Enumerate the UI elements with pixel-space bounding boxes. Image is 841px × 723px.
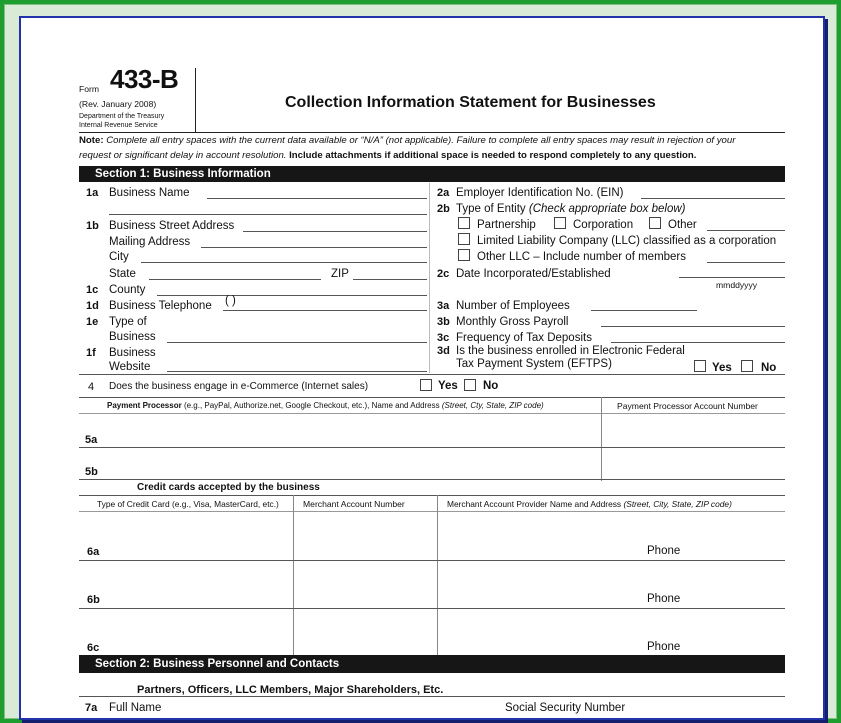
item-number-7a: 7a: [85, 702, 98, 714]
item-number-4: 4: [88, 381, 95, 393]
date-format-hint: mmddyyyy: [716, 280, 758, 290]
item-number-1c: 1c: [86, 284, 99, 296]
eftps-label-1: Is the business enrolled in Electronic Federal: [456, 345, 685, 357]
item-number-1a: 1a: [86, 187, 99, 199]
llc-members-field[interactable]: [707, 262, 785, 263]
revision-date: (Rev. January 2008): [79, 99, 157, 109]
street-address-label: Business Street Address: [109, 220, 235, 232]
processor-header-label: Payment Processor: [107, 401, 182, 410]
phone-label-6c: Phone: [647, 641, 681, 653]
business-label: Business: [109, 347, 156, 359]
cards-row-6a[interactable]: [79, 560, 785, 561]
telephone-parens: ( ): [225, 295, 236, 307]
header-rule: [79, 132, 785, 133]
processor-header-address: (Street, Cty, State, ZIP code): [441, 401, 544, 410]
entity-type-hint: (Check appropriate box below): [528, 203, 686, 215]
note-label: Note:: [79, 135, 104, 146]
business-type-field[interactable]: [167, 342, 427, 343]
employees-label: Number of Employees: [456, 300, 570, 312]
partnership-checkbox[interactable]: [458, 217, 470, 229]
note-text-2b: Include attachments if additional space is needed to respond completely to any question.: [289, 150, 697, 161]
page-title: Collection Information Statement for Businesses: [285, 94, 656, 111]
ecommerce-yes-checkbox[interactable]: [420, 379, 432, 391]
item-number-3c: 3c: [437, 332, 450, 344]
eftps-no-label: No: [761, 362, 777, 374]
county-field[interactable]: [157, 295, 427, 296]
credit-cards-title: Credit cards accepted by the business: [137, 482, 320, 493]
mailing-address-field[interactable]: [201, 247, 427, 248]
corporation-label: Corporation: [573, 219, 634, 231]
personnel-subtitle: Partners, Officers, LLC Members, Major Shareholders, Etc.: [137, 684, 444, 696]
merchant-provider-header-address: (Street, City, State, ZIP code): [623, 499, 732, 509]
street-address-field[interactable]: [243, 231, 427, 232]
irs-label: Internal Revenue Service: [79, 122, 158, 129]
deposits-field[interactable]: [611, 342, 785, 343]
cards-column-divider-1: [293, 495, 294, 655]
payroll-label: Monthly Gross Payroll: [456, 316, 569, 328]
mailing-address-label: Mailing Address: [109, 236, 191, 248]
section-2-header: Section 2: Business Personnel and Contacts: [79, 655, 785, 673]
telephone-label: Business Telephone: [109, 300, 212, 312]
form-number: 433-B: [110, 64, 179, 94]
ecommerce-no-checkbox[interactable]: [464, 379, 476, 391]
section-1-header: Section 1: Business Information: [79, 166, 785, 182]
date-incorporated-field[interactable]: [679, 277, 785, 278]
other-llc-label: Other LLC – Include number of members: [477, 251, 687, 263]
item-number-2b: 2b: [437, 203, 450, 215]
partnership-label: Partnership: [477, 219, 536, 231]
item-number-3d: 3d: [437, 345, 450, 357]
processor-row-5a[interactable]: [79, 447, 785, 448]
other-checkbox[interactable]: [649, 217, 661, 229]
cards-column-divider-2: [437, 495, 438, 655]
city-label: City: [109, 251, 129, 263]
phone-label-6b: Phone: [647, 593, 681, 605]
processor-header: [107, 401, 544, 410]
city-field[interactable]: [141, 262, 427, 263]
llc-corporation-label: Limited Liability Company (LLC) classified as a corporation: [477, 235, 777, 247]
merchant-provider-header: [447, 499, 732, 509]
header-divider: [195, 68, 196, 132]
other-label: Other: [668, 219, 697, 231]
row-label-6c: 6c: [87, 642, 100, 654]
form-page: [19, 16, 825, 720]
form-label: Form: [79, 84, 100, 94]
business-name-label: Business Name: [109, 187, 190, 199]
other-field[interactable]: [707, 230, 785, 231]
note-line-2: [79, 150, 696, 161]
row-label-5b: 5b: [85, 466, 98, 478]
card-type-header: Type of Credit Card (e.g., Visa, MasterCard, etc.): [97, 499, 279, 509]
note-line-1: [79, 135, 735, 146]
zip-field[interactable]: [353, 279, 427, 280]
merchant-account-header: Merchant Account Number: [303, 499, 405, 509]
ecommerce-yes-label: Yes: [438, 380, 458, 392]
processor-row-5b[interactable]: [79, 479, 785, 480]
entity-type-text: Type of Entity: [456, 203, 526, 215]
ein-field[interactable]: [641, 198, 785, 199]
ssn-label: Social Security Number: [505, 702, 626, 714]
ecommerce-question: Does the business engage in e-Commerce (Internet sales): [109, 381, 369, 392]
eftps-yes-checkbox[interactable]: [694, 360, 706, 372]
section-rule-1: [79, 374, 785, 375]
processor-header-example: (e.g., PayPal, Authorize.net, Google Checkout, etc.), Name and Address: [183, 401, 440, 410]
website-label: Website: [109, 361, 151, 373]
employees-field[interactable]: [591, 310, 697, 311]
business-name-field-2[interactable]: [109, 214, 427, 215]
payroll-field[interactable]: [601, 326, 785, 327]
other-llc-checkbox[interactable]: [458, 249, 470, 261]
entity-type-label: [456, 203, 686, 215]
item-number-3a: 3a: [437, 300, 450, 312]
item-number-1f: 1f: [86, 347, 96, 359]
date-incorporated-label: Date Incorporated/Established: [456, 268, 611, 280]
note-text-1: Complete all entry spaces with the current data available or “N/A” (not applicable). Failure to complete all entry spaces may result in rejection of your: [106, 135, 736, 146]
row-label-6a: 6a: [87, 546, 100, 558]
processor-header-rule: [79, 413, 785, 414]
processor-column-divider: [601, 397, 602, 481]
eftps-label-2: Tax Payment System (EFTPS): [456, 358, 612, 370]
phone-label-6a: Phone: [647, 545, 681, 557]
county-label: County: [109, 284, 146, 296]
note-text-2a: request or significant delay in account resolution.: [79, 150, 287, 161]
merchant-provider-header-text: Merchant Account Provider Name and Address: [447, 499, 622, 509]
cards-header-rule: [79, 511, 785, 512]
row-label-6b: 6b: [87, 594, 100, 606]
row-label-5a: 5a: [85, 434, 98, 446]
item-number-2a: 2a: [437, 187, 450, 199]
ein-label: Employer Identification No. (EIN): [456, 187, 624, 199]
business-type-label: Business: [109, 331, 156, 343]
state-label: State: [109, 268, 136, 280]
state-field[interactable]: [149, 279, 321, 280]
eftps-no-checkbox[interactable]: [741, 360, 753, 372]
document-frame: [4, 4, 837, 719]
cards-top-rule: [79, 495, 785, 496]
llc-corporation-checkbox[interactable]: [458, 233, 470, 245]
section-rule-2: [79, 397, 785, 398]
corporation-checkbox[interactable]: [554, 217, 566, 229]
telephone-field[interactable]: [223, 310, 427, 311]
full-name-label: Full Name: [109, 702, 162, 714]
eftps-yes-label: Yes: [712, 362, 732, 374]
business-name-field[interactable]: [207, 198, 427, 199]
item-number-1d: 1d: [86, 300, 99, 312]
processor-account-header: Payment Processor Account Number: [617, 401, 758, 411]
type-of-label: Type of: [109, 316, 147, 328]
ecommerce-no-label: No: [483, 380, 499, 392]
zip-label: ZIP: [331, 268, 349, 280]
deposits-label: Frequency of Tax Deposits: [456, 332, 592, 344]
item-number-3b: 3b: [437, 316, 450, 328]
item-number-1b: 1b: [86, 220, 99, 232]
item-number-2c: 2c: [437, 268, 450, 280]
item-number-1e: 1e: [86, 316, 99, 328]
website-field[interactable]: [167, 371, 427, 372]
cards-row-6b[interactable]: [79, 608, 785, 609]
department-label: Department of the Treasury: [79, 113, 165, 120]
column-divider: [429, 183, 430, 373]
section-2-rule: [79, 696, 785, 697]
